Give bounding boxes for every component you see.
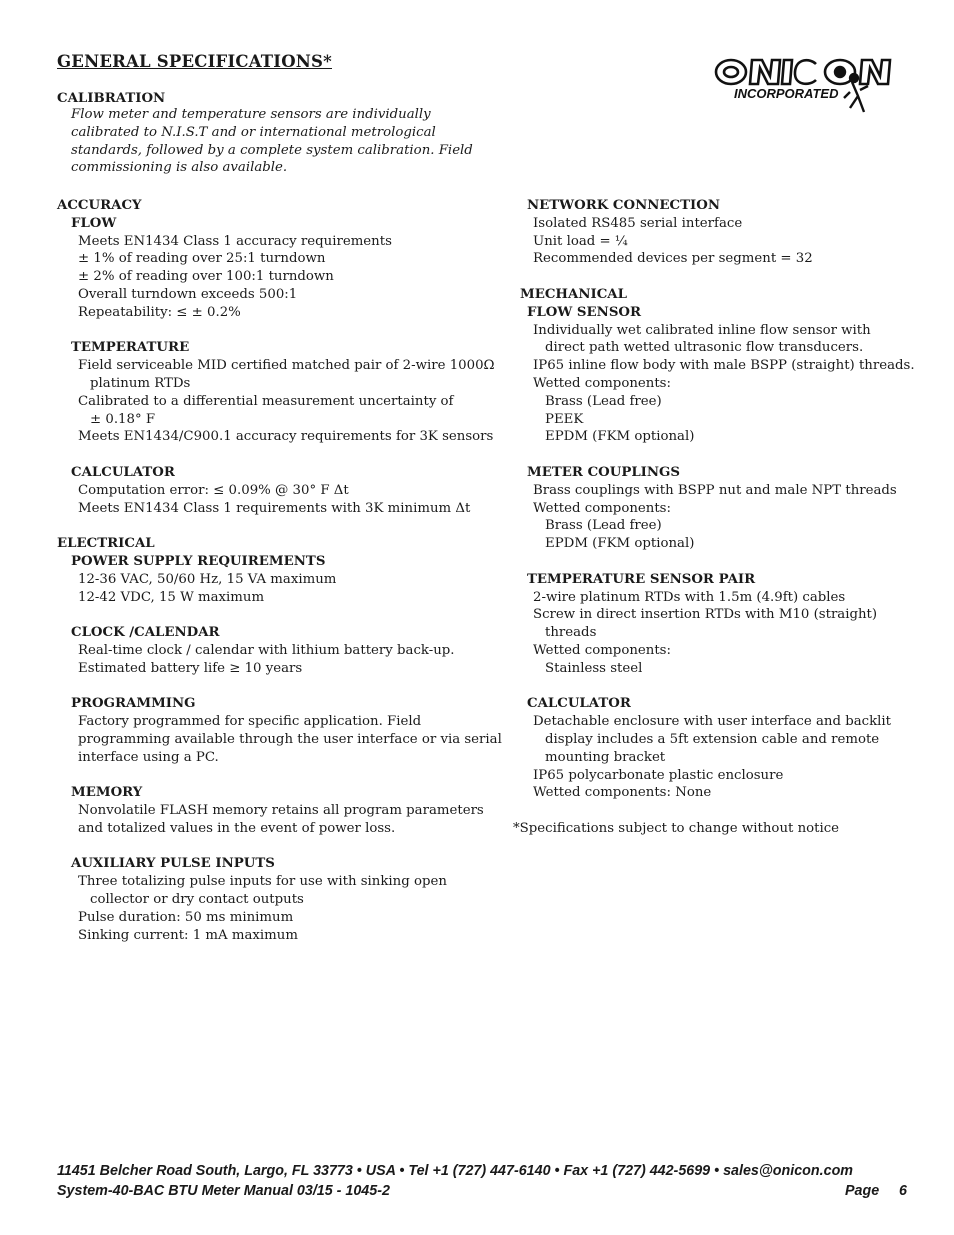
spec-line: Individually wet calibrated inline flow sensor with — [533, 322, 871, 338]
spec-line: 12-36 VAC, 50/60 Hz, 15 VA maximum — [78, 571, 337, 587]
spec-line: ± 1% of reading over 25:1 turndown — [78, 251, 326, 267]
spec-line: IP65 polycarbonate plastic enclosure — [533, 767, 784, 783]
accuracy-heading: ACCURACY — [57, 198, 142, 213]
spec-line: IP65 inline flow body with male BSPP (straight) threads. — [533, 358, 915, 374]
spec-line: Brass couplings with BSPP nut and male NPT threads — [533, 482, 897, 498]
page-title: GENERAL SPECIFICATIONS* — [57, 52, 332, 71]
spec-line: Pulse duration: 50 ms minimum — [78, 909, 294, 925]
spec-line: Nonvolatile FLASH memory retains all program parameters — [78, 803, 484, 819]
spec-line: Sinking current: 1 mA maximum — [78, 927, 298, 943]
electrical-heading: ELECTRICAL — [57, 536, 155, 552]
flow-sensor-heading: FLOW SENSOR — [527, 304, 642, 320]
spec-line: Wetted components: — [533, 375, 671, 391]
spec-line: Repeatability: ≤ ± 0.2% — [78, 304, 241, 320]
spec-line-cont: display includes a 5ft extension cable and remote — [545, 731, 880, 747]
footer-address: 11451 Belcher Road South, Largo, FL 33773 • USA • Tel +1 (727) 447-6140 • Fax +1 (727) 442-5699 • sales@onicon.com — [57, 1163, 854, 1179]
spec-line: Real-time clock / calendar with lithium battery back-up. — [78, 642, 455, 658]
spec-line: Meets EN1434/C900.1 accuracy requirements for 3K sensors — [78, 429, 494, 445]
spec-line-cont: platinum RTDs — [90, 375, 191, 391]
spec-line: Field serviceable MID certified matched pair of 2-wire 1000Ω — [78, 358, 495, 374]
spec-line: Detachable enclosure with user interface and backlit — [533, 714, 891, 730]
spec-line: Meets EN1434 Class 1 requirements with 3K minimum Δt — [78, 500, 471, 516]
flow-heading: FLOW — [71, 215, 117, 231]
temp-pair-heading: TEMPERATURE SENSOR PAIR — [527, 571, 756, 587]
temperature-heading: TEMPERATURE — [71, 340, 190, 356]
memory-heading: MEMORY — [71, 785, 143, 801]
spec-line: interface using a PC. — [78, 749, 219, 765]
spec-sub-item: EPDM (FKM optional) — [545, 429, 695, 445]
calibration-heading: CALIBRATION — [57, 91, 166, 106]
spec-line-cont: direct path wetted ultrasonic flow transducers. — [545, 340, 864, 356]
calibration-line: standards, followed by a complete system calibration. Field — [71, 142, 473, 158]
right-column — [513, 197, 933, 838]
spec-line: programming available through the user interface or via serial — [78, 731, 502, 747]
couplings-heading: METER COUPLINGS — [527, 464, 681, 480]
network-heading: NETWORK CONNECTION — [527, 198, 720, 213]
spec-line: 12-42 VDC, 15 W maximum — [78, 589, 265, 605]
clock-heading: CLOCK /CALENDAR — [71, 625, 220, 641]
calibration-line: commissioning is also available. — [71, 160, 288, 176]
specs-footnote: *Specifications subject to change without notice — [513, 820, 840, 836]
onicon-logo — [712, 52, 902, 126]
spec-line: Overall turndown exceeds 500:1 — [78, 286, 298, 302]
spec-line: Three totalizing pulse inputs for use with sinking open — [78, 874, 447, 890]
onicon-logo-icon — [712, 52, 902, 126]
spec-line-cont: threads — [545, 625, 597, 641]
spec-line: Meets EN1434 Class 1 accuracy requirements — [78, 233, 392, 249]
calibration-section — [57, 91, 497, 177]
calibration-line: Flow meter and temperature sensors are individually — [71, 107, 431, 122]
mech-calculator-heading: CALCULATOR — [527, 696, 631, 712]
page-number: Page 6 — [845, 1183, 907, 1199]
spec-line: Unit load = ¼ — [533, 233, 628, 249]
spec-line: ± 2% of reading over 100:1 turndown — [78, 269, 334, 285]
svg-text:INCORPORATED: INCORPORATED — [734, 86, 839, 101]
spec-sub-item: Stainless steel — [545, 660, 643, 676]
spec-line-cont: mounting bracket — [545, 749, 666, 765]
spec-line: Factory programmed for specific application. Field — [78, 714, 422, 730]
spec-sub-item: EPDM (FKM optional) — [545, 536, 695, 552]
spec-line: Wetted components: — [533, 500, 671, 516]
spec-line: 2-wire platinum RTDs with 1.5m (4.9ft) cables — [533, 589, 846, 605]
left-column — [57, 197, 507, 944]
spec-sub-item: PEEK — [545, 411, 584, 427]
programming-heading: PROGRAMMING — [71, 696, 196, 712]
spec-line: Calibrated to a differential measurement uncertainty of — [78, 393, 454, 409]
spec-line: Recommended devices per segment = 32 — [533, 251, 813, 267]
spec-line: Computation error: ≤ 0.09% @ 30° F Δt — [78, 482, 349, 498]
spec-line: and totalized values in the event of power loss. — [78, 820, 396, 836]
footer-manual — [57, 1183, 907, 1199]
spec-line-cont: ± 0.18° F — [90, 411, 156, 427]
spec-line-cont: collector or dry contact outputs — [90, 892, 304, 908]
mechanical-heading: MECHANICAL — [520, 286, 627, 302]
spec-line: Estimated battery life ≥ 10 years — [78, 660, 303, 676]
spec-line: Wetted components: None — [533, 785, 712, 801]
pulse-heading: AUXILIARY PULSE INPUTS — [71, 856, 275, 872]
manual-title: System-40-BAC BTU Meter Manual 03/15 - 1045-2 — [57, 1183, 390, 1199]
calibration-line: calibrated to N.I.S.T and or international metrological — [71, 124, 436, 140]
spec-line: Wetted components: — [533, 642, 671, 658]
spec-sub-item: Brass (Lead free) — [545, 393, 662, 409]
power-heading: POWER SUPPLY REQUIREMENTS — [71, 553, 326, 569]
spec-sub-item: Brass (Lead free) — [545, 518, 662, 534]
calculator-heading: CALCULATOR — [71, 464, 175, 480]
spec-line: Isolated RS485 serial interface — [533, 215, 743, 231]
spec-line: Screw in direct insertion RTDs with M10 (straight) — [533, 607, 878, 623]
